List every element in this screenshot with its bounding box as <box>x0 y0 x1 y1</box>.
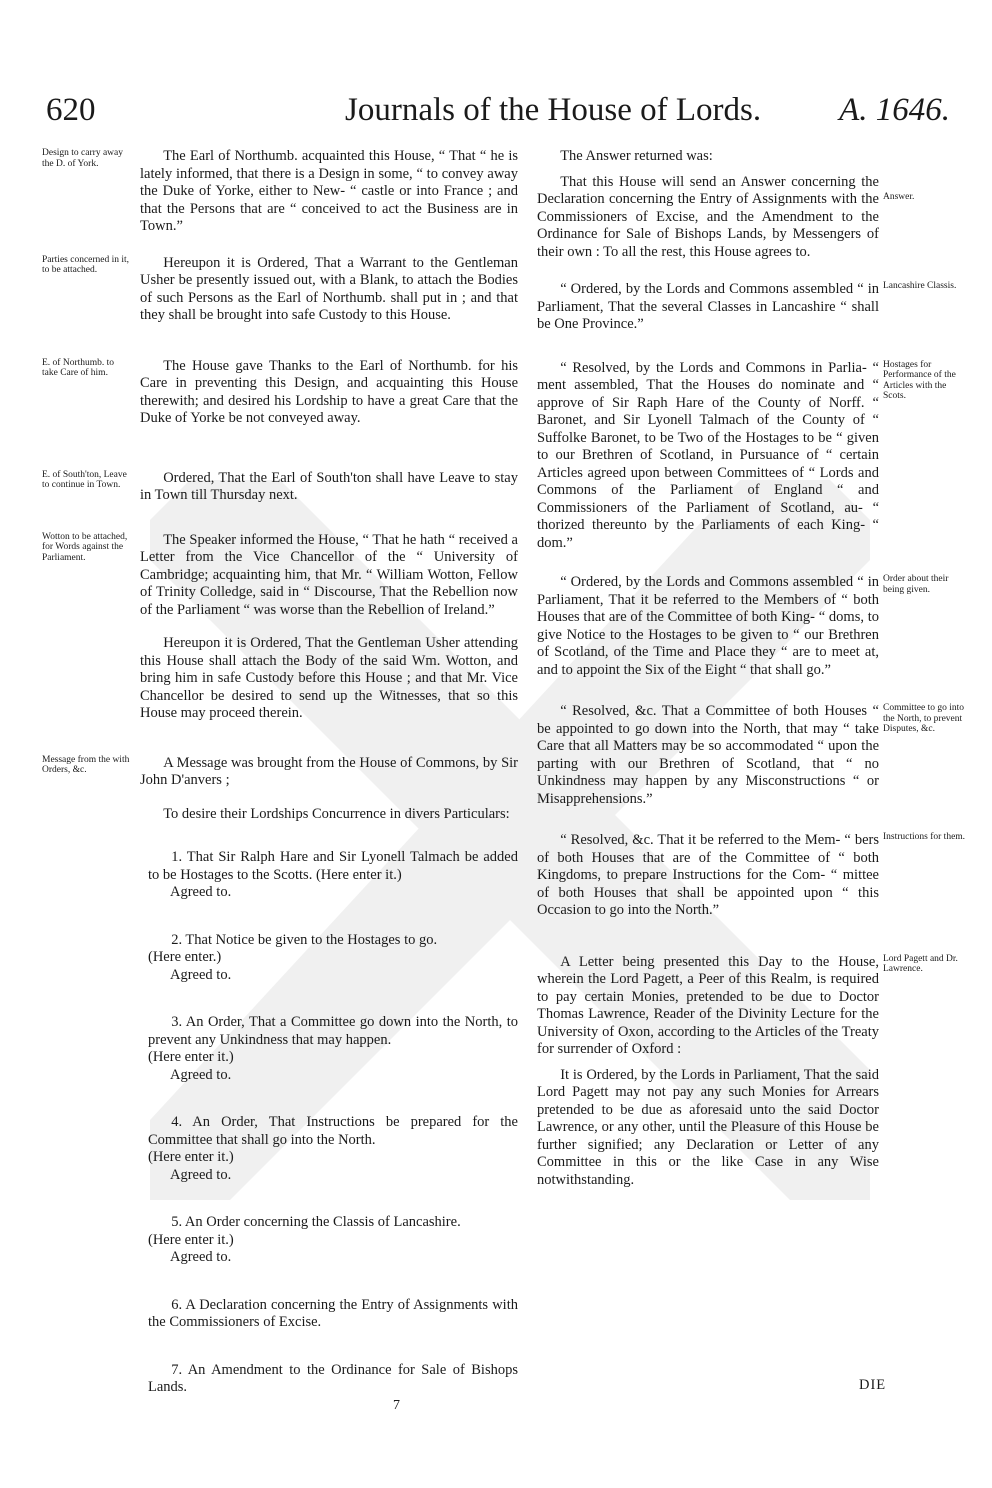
margin-note: Order about their being given. <box>883 574 949 595</box>
agreed-text: Agreed to. <box>170 1249 232 1265</box>
entry-parties-attached <box>42 254 518 325</box>
margin-note: Parties concerned in it, to be attached. <box>42 254 130 275</box>
item-text: 3. An Order, That a Committee go down into the North, to prevent any Unkindness that may happen. <box>148 1014 518 1048</box>
entry-commons-message <box>42 754 518 824</box>
item-text: 7. An Amendment to the Ordinance for Sale of Bishops Lands. <box>148 1361 518 1395</box>
entry-text: Hereupon it is Ordered, That the Gentleman Usher attending this House shall attach the Body of the said Wm. Wotton, and bring him in safe Custody before this House ; and that Mr. Vice Chancellor be desired to send up the Witnesses, that so this House may proceed therein. <box>140 635 518 721</box>
agreed-text: Agreed to. <box>170 1166 232 1183</box>
entry-text: “ Resolved, &c. That it be referred to the Mem- “ bers of both Houses that are of the Committee of “ both Kingdoms, to prepare Instructions for the Com- “ mittee of both Houses that shall be appointed upon “ this Occasion to go into the North.” <box>537 832 879 918</box>
entry-instructions <box>537 832 966 920</box>
margin-note: Answer. <box>883 191 915 202</box>
entry-text: “ Ordered, by the Lords and Commons assembled “ in Parliament, That the several Classes in Lancashire “ shall be One Province.” <box>537 281 879 332</box>
entry-order-hostages <box>537 574 949 679</box>
right-column <box>537 148 966 1189</box>
item-text: 5. An Order concerning the Classis of Lancashire. <box>171 1214 461 1230</box>
list-item <box>140 1014 518 1084</box>
item-text: 4. An Order, That Instructions be prepared for the Committee that shall go into the North. <box>148 1114 518 1148</box>
entry-pagett-order <box>537 1067 879 1190</box>
agreed-text: Agreed to. <box>170 966 232 983</box>
margin-note: Hostages for Performance of the Articles with the Scots. <box>883 359 956 401</box>
margin-note: Message from the with Orders, &c. <box>42 754 130 775</box>
list-item <box>140 1114 518 1184</box>
entry-text: Ordered, That the Earl of South'ton shall have Leave to stay in Town till Thursday next. <box>140 469 518 503</box>
item-sub: (Here enter it.) <box>148 1149 234 1165</box>
entry-wotton <box>42 531 518 620</box>
journal-title: Journals of the House of Lords. <box>345 92 762 128</box>
list-item <box>140 1362 518 1397</box>
entry-southton-leave <box>42 469 518 505</box>
margin-note: E. of South'ton, Leave to continue in Town. <box>42 469 127 490</box>
entry-text: The Earl of Northumb. acquainted this House, “ That “ he is lately informed, that there is a Design in some, “ to convey away the Duke of Yorke, either to New- “ castle or into France ; and that the Persons that are “ conceived to act the Business are in Town.” <box>140 148 518 234</box>
entry-text: To desire their Lordships Concurrence in divers Particulars: <box>163 805 510 822</box>
entry-text: It is Ordered, by the Lords in Parliament, That the said Lord Pagett may not pay any such Monies for Arrears pretended to be due as aforesaid unto the said Doctor Lawrence, or any other, until the Pleasure of this House be further signified; any Declaration or Letter of any Committee in this or the like Case in any Wise notwithstanding. <box>537 1066 879 1188</box>
margin-note: Lancashire Classis. <box>883 281 957 291</box>
entry-text: The Speaker informed the House, “ That he hath “ received a Letter from the Vice Chancellor of the “ University of Cambridge; acquainting him, that Mr. “ William Wotton, Fellow of Trinity Colledge, said in “ Discourse, That the Rebellion now of the Parliament “ was worse than the Rebellion of Ireland.” <box>140 531 518 618</box>
item-sub: (Here enter it.) <box>148 1231 234 1248</box>
entry-text: That this House will send an Answer concerning the Declaration concerning the Entry of Assignments with the Commissioners of Excise, and the Amendment to the Ordinance for Sale of Bishops Lands, by Messengers of their own : To all the rest, this House agrees to. <box>537 173 879 260</box>
list-item <box>140 1214 518 1267</box>
entry-lancashire-classes <box>537 281 957 334</box>
left-column <box>42 148 518 1397</box>
entry-pagett-letter <box>537 953 958 1059</box>
page-header <box>0 0 992 140</box>
agreed-text: Agreed to. <box>170 1066 232 1083</box>
year-heading: A. 1646. <box>839 92 950 128</box>
entry-committee-north <box>537 703 965 808</box>
entry-hostages <box>537 359 956 553</box>
list-item <box>140 1297 518 1332</box>
list-item <box>140 932 518 985</box>
entry-answer-intro <box>537 148 879 166</box>
agreed-text: Agreed to. <box>170 884 232 900</box>
margin-note: E. of Northumb. to take Care of him. <box>42 357 115 378</box>
entry-answer <box>537 173 915 262</box>
entry-text: The House gave Thanks to the Earl of Northumb. for his Care in preventing this Design, and acquainting this House therewith; and desired his Lordship to have a great Care that the Duke of Yorke be not conveyed away. <box>140 357 518 426</box>
margin-note: Wotton to be attached, for Words against the Parliament. <box>42 531 128 563</box>
margin-note: Instructions for them. <box>883 832 966 842</box>
entry-text: “ Resolved, by the Lords and Commons in Parlia- “ ment assembled, That the Houses do nominate and “ approve of Sir Raph Hare of the County of Norff. “ Baronet, and Sir Lyonell Talmach of the County of “ Suffolke Baronet, to be Two of the Hostages to be “ given to our Brethren of Scotland, in Pursuance of “ certain Articles agreed upon between Committees of “ Lords and Commons of the Parliament of England “ and Commissioners of the Parliament of Scotland, au- “ thorized thereunto by the Parliaments of each King- “ dom.” <box>537 359 879 551</box>
entry-text: A Letter being presented this Day to the House, wherein the Lord Pagett, a Peer of this Realm, is required to pay certain Monies, pretended to be due to Doctor Thomas Lawrence, Reader of the Divinity Lecture for the University of Oxon, according to the Articles of the Treaty for surrender of Oxford : <box>537 953 879 1057</box>
entry-text: A Message was brought from the House of Commons, by Sir John D'anvers ; <box>140 754 518 788</box>
item-text: 6. A Declaration concerning the Entry of Assignments with the Commissioners of Excise. <box>148 1296 518 1330</box>
entry-thanks-northumb <box>42 357 518 428</box>
margin-note: Design to carry away the D. of York. <box>42 148 123 169</box>
margin-note: Lord Pagett and Dr. Lawrence. <box>883 953 958 974</box>
item-text: 1. That Sir Ralph Hare and Sir Lyonell Talmach be added to be Hostages to the Scotts. (Here enter it.) <box>148 849 518 883</box>
entry-text: “ Ordered, by the Lords and Commons assembled “ in Parliament, That it be referred to the Members of “ both Houses that are of the Committee of both King- “ doms, to give Notice to the Hostages to be given to “ our Brethren of Scotland, of the Time and Place they “ are to meet at, and to appoint the Six of the Eight “ that shall go.” <box>537 574 879 678</box>
catchword: DIE <box>859 1377 887 1393</box>
list-item <box>140 849 518 902</box>
margin-note: Committee to go into the North, to prevent Disputes, &c. <box>883 703 965 734</box>
entry-text: Hereupon it is Ordered, That a Warrant to the Gentleman Usher be presently issued out, with a Blank, to attach the Bodies of such Persons as the Earl of Northumb. shall put in ; and that they shall be brought into safe Custody to this House. <box>140 254 518 323</box>
entry-wotton-order <box>140 635 518 723</box>
item-sub: (Here enter it.) <box>148 1049 234 1065</box>
entry-text: The Answer returned was: <box>560 148 713 164</box>
entry-text: “ Resolved, &c. That a Committee of both Houses “ be appointed to go down into the North, that may “ take Care that all Matters may be so accommodated “ upon the parting with our Brethren of Scotland, that “ no Unkindness may happen by any Misconstructions “ or Misapprehensions.” <box>537 703 879 807</box>
signature-mark: 7 <box>393 1398 400 1413</box>
page-number: 620 <box>46 92 96 128</box>
item-text: 2. That Notice be given to the Hostages to go. <box>171 931 438 948</box>
entry-design-duke-york <box>42 148 518 236</box>
item-sub: (Here enter.) <box>148 949 222 965</box>
